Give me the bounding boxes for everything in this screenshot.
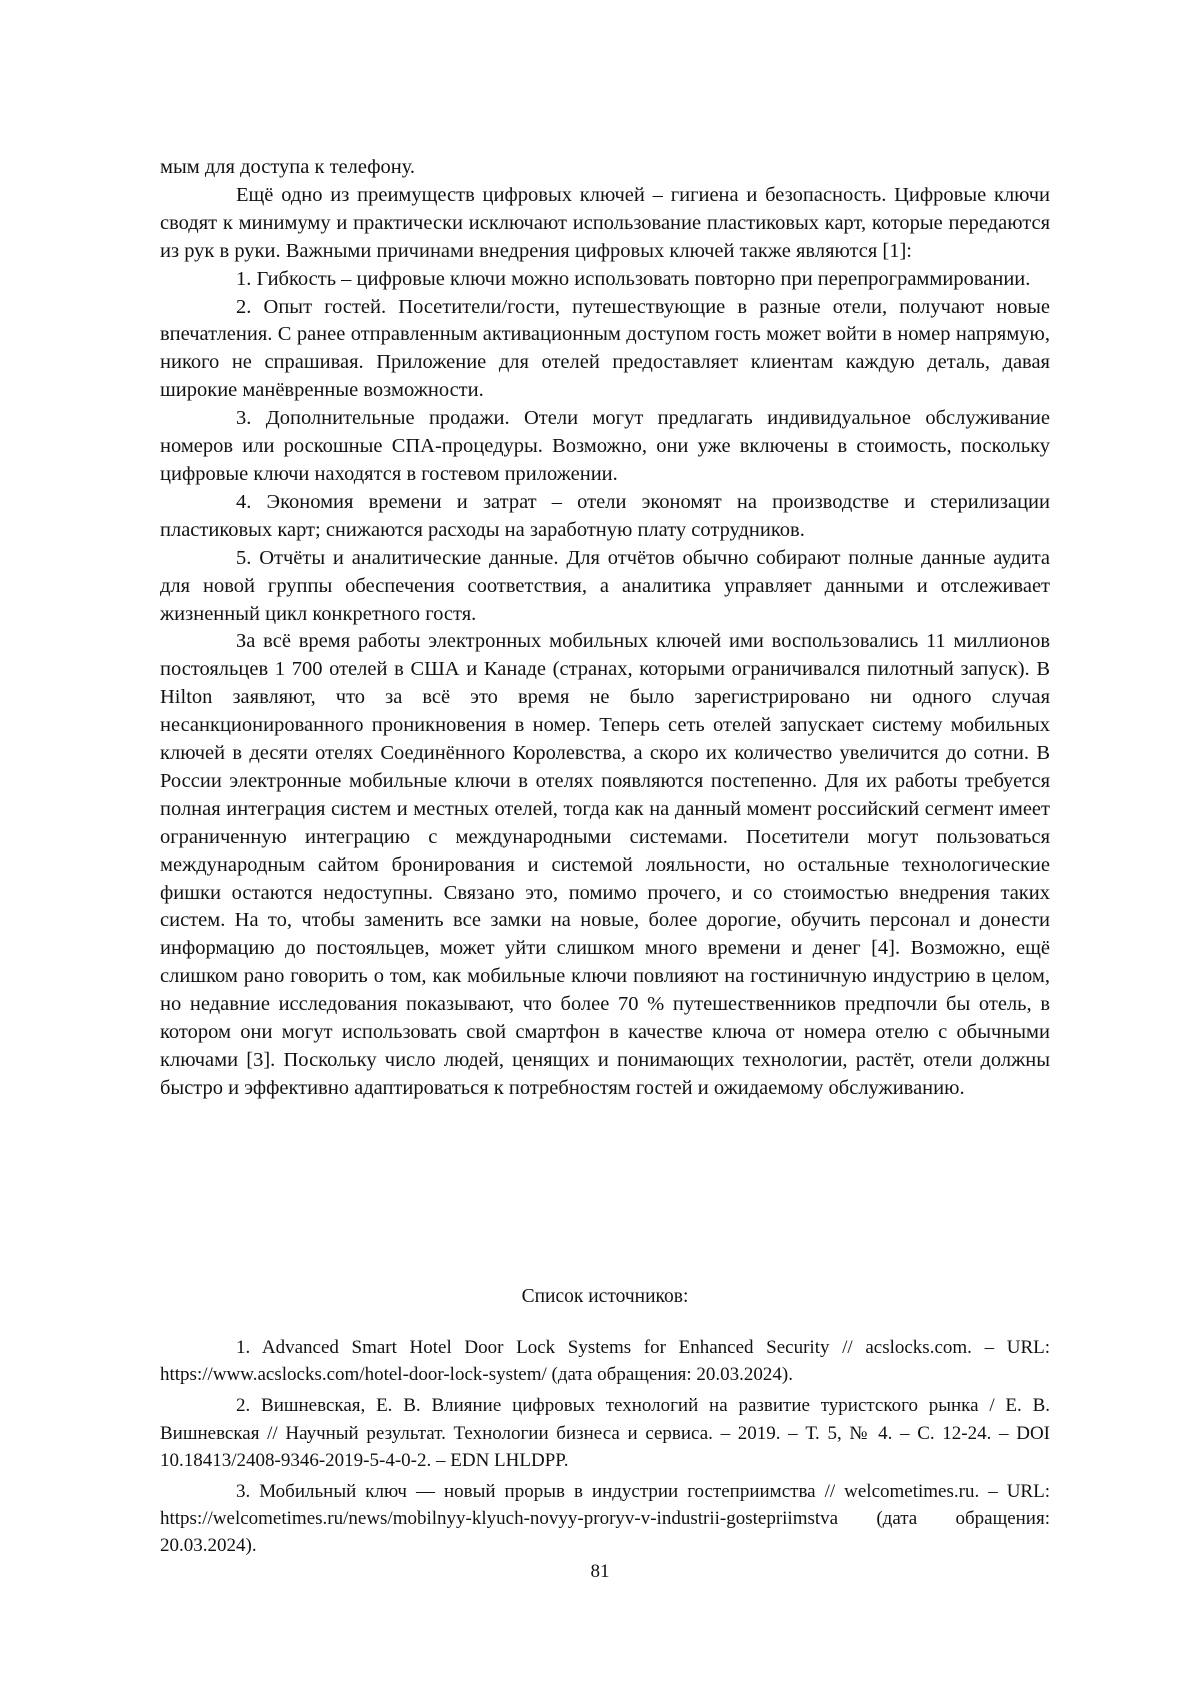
list-item-savings: 4. Экономия времени и затрат – отели экономят на производстве и стерилизации пластиковых карт; снижаются расходы на заработную плату сотрудников. [160, 490, 1050, 541]
paragraph-hilton: За всё время работы электронных мобильных ключей ими воспользовались 11 миллионов постояльцев 1 700 отелей в США и Канаде (странах, которыми ограничивался пилотный запуск). В Hilton заявляют, что за всё это время не было зарегистрировано ни одного случая несанкционированного проникновения в номер. Теперь сеть отелей запускает систему мобильных ключей в десяти отелях Соединённого Королевства, а скоро их количество увеличится до сотни. В России электронные мобильные ключи в отелях появляются постепенно. Для их работы требуется полная интеграция систем и местных отелей, тогда как на данный момент российский сегмент имеет ограниченную интеграцию с международными системами. Посетители могут пользоваться международным сайтом бронирования и системой лояльности, но остальные технологические фишки остаются недоступны. Связано это, помимо прочего, и со стоимостью внедрения таких систем. На то, чтобы заменить все замки на новые, более дорогие, обучить персонал и донести информацию до постояльцев, может уйти слишком много времени и денег [4]. Возможно, ещё слишком рано говорить о том, как мобильные ключи повлияют на гостиничную индустрию в целом, но недавние исследования показывают, что более 70 % путешественников предпочли бы отель, в котором они могут использовать свой смартфон в качестве ключа от номера отелю с обычными ключами [3]. Поскольку число людей, ценящих и понимающих технологии, растёт, отели должны быстро и эффективно адаптироваться к потребностям гостей и ожидаемому обслуживанию. [160, 630, 1050, 1099]
article-body [160, 154, 1050, 1103]
references-list [160, 1334, 1050, 1564]
list-item-additional-sales: 3. Дополнительные продажи. Отели могут предлагать индивидуальное обслуживание номеров или роскошные СПА-процедуры. Возможно, они уже включены в стоимость, поскольку цифровые ключи находятся в гостевом приложении. [160, 407, 1050, 485]
list-item-reports: 5. Отчёты и аналитические данные. Для отчётов обычно собирают полные данные аудита для новой группы обеспечения соответствия, а аналитика управляет данными и отслеживает жизненный цикл конкретного гостя. [160, 546, 1050, 625]
references-heading: Список источников: [521, 1286, 689, 1307]
reference-item: 2. Вишневская, Е. В. Влияние цифровых технологий на развитие туристского рынка / Е. В. Вишневская // Научный результат. Технологии бизнеса и сервиса. – 2019. – Т. 5, № 4. – С. 12-24. – DOI 10.18413/2408-9346-2019-5-4-0-2. – EDN LHLDPP. [160, 1395, 1050, 1471]
reference-item: 1. Advanced Smart Hotel Door Lock Systems for Enhanced Security // acslocks.com. – URL: https://www.acslocks.com/hotel-door-lock-system/ (дата обращения: 20.03.2024). [160, 1337, 1050, 1386]
paragraph-continuation: мым для доступа к телефону. [160, 156, 416, 178]
reference-item: 3. Мобильный ключ — новый прорыв в индустрии гостеприимства // welcometimes.ru. – URL: https://welcometimes.ru/news/mobilnyy-klyuch-novyy-proryv-v-industrii-gostepriimstva (дата обращения: 20.03.2024). [160, 1481, 1050, 1557]
list-item-guest-experience: 2. Опыт гостей. Посетители/гости, путешествующие в разные отели, получают новые впечатления. С ранее отправленным активационным доступом гость может войти в номер напрямую, никого не спрашивая. Приложение для отелей предоставляет клиентам каждую деталь, давая широкие манёвренные возможности. [160, 295, 1050, 402]
page-number: 81 [590, 1561, 610, 1582]
list-item-flexibility: 1. Гибкость – цифровые ключи можно использовать повторно при перепрограммировании. [236, 267, 1031, 290]
paragraph-hygiene: Ещё одно из преимуществ цифровых ключей – гигиена и безопасность. Цифровые ключи сводят к минимуму и практически исключают использование пластиковых карт, которые передаются из рук в руки. Важными причинами внедрения цифровых ключей также являются [1]: [160, 183, 1050, 262]
